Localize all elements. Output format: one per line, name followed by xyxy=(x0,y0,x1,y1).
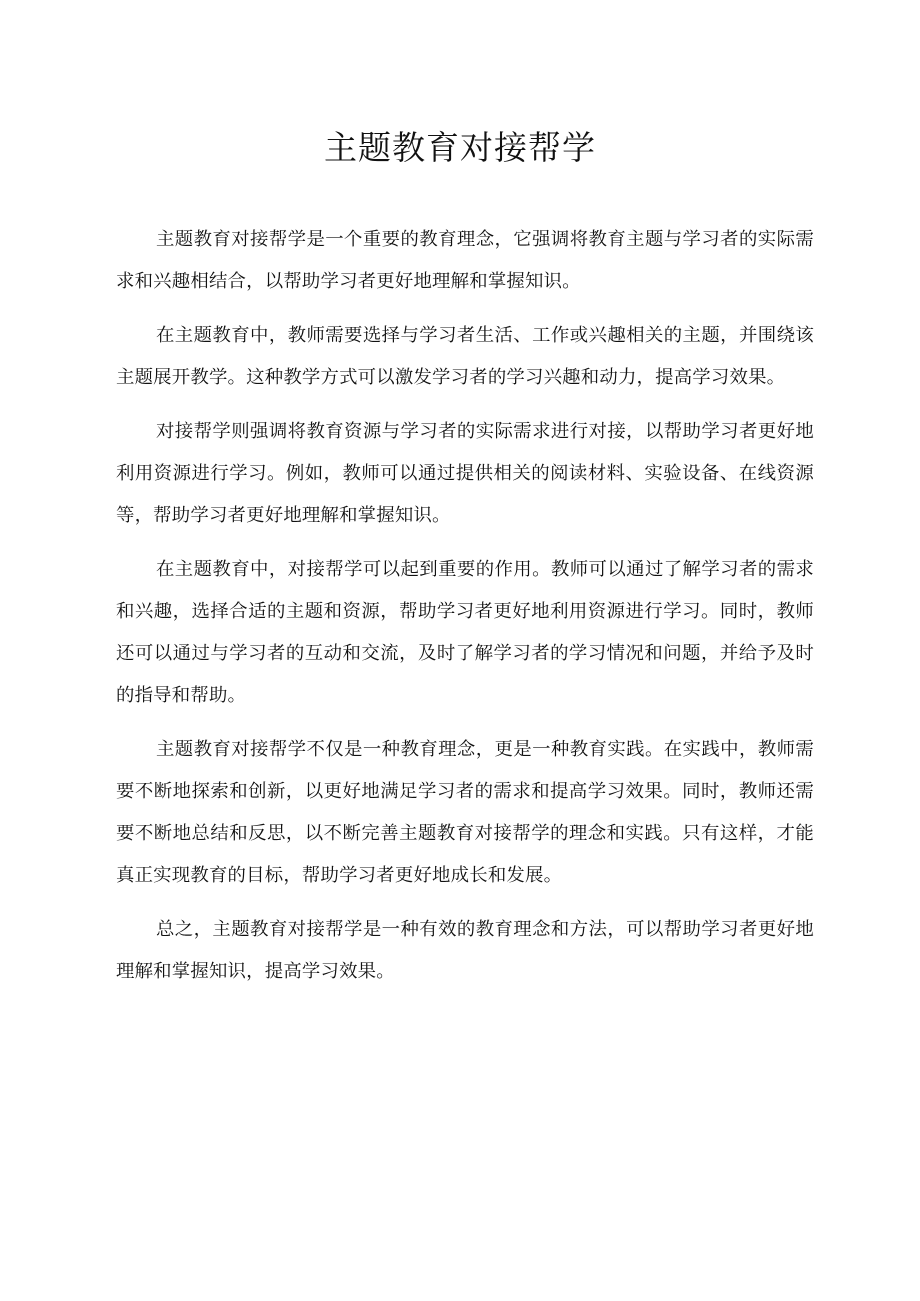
document-body xyxy=(116,219,814,1005)
paragraph-4: 在主题教育中，对接帮学可以起到重要的作用。教师可以通过了解学习者的需求和兴趣，选择合适的主题和资源，帮助学习者更好地利用资源进行学习。同时，教师还可以通过与学习者的互动和交流，及时了解学习者的学习情况和问题，并给予及时的指导和帮助。 xyxy=(116,559,814,706)
paragraph-3: 对接帮学则强调将教育资源与学习者的实际需求进行对接，以帮助学习者更好地利用资源进行学习。例如，教师可以通过提供相关的阅读材料、实验设备、在线资源等，帮助学习者更好地理解和掌握知识。 xyxy=(116,421,814,526)
document-title: 主题教育对接帮学 xyxy=(324,128,596,167)
paragraph-6: 总之，主题教育对接帮学是一种有效的教育理念和方法，可以帮助学习者更好地理解和掌握知识，提高学习效果。 xyxy=(116,919,814,982)
paragraph-1: 主题教育对接帮学是一个重要的教育理念，它强调将教育主题与学习者的实际需求和兴趣相结合，以帮助学习者更好地理解和掌握知识。 xyxy=(116,229,814,292)
paragraph-2: 在主题教育中，教师需要选择与学习者生活、工作或兴趣相关的主题，并围绕该主题展开教学。这种教学方式可以激发学习者的学习兴趣和动力，提高学习效果。 xyxy=(116,325,814,388)
paragraph-5: 主题教育对接帮学不仅是一种教育理念，更是一种教育实践。在实践中，教师需要不断地探索和创新，以更好地满足学习者的需求和提高学习效果。同时，教师还需要不断地总结和反思，以不断完善主题教育对接帮学的理念和实践。只有这样，才能真正实现教育的目标，帮助学习者更好地成长和发展。 xyxy=(116,739,814,886)
